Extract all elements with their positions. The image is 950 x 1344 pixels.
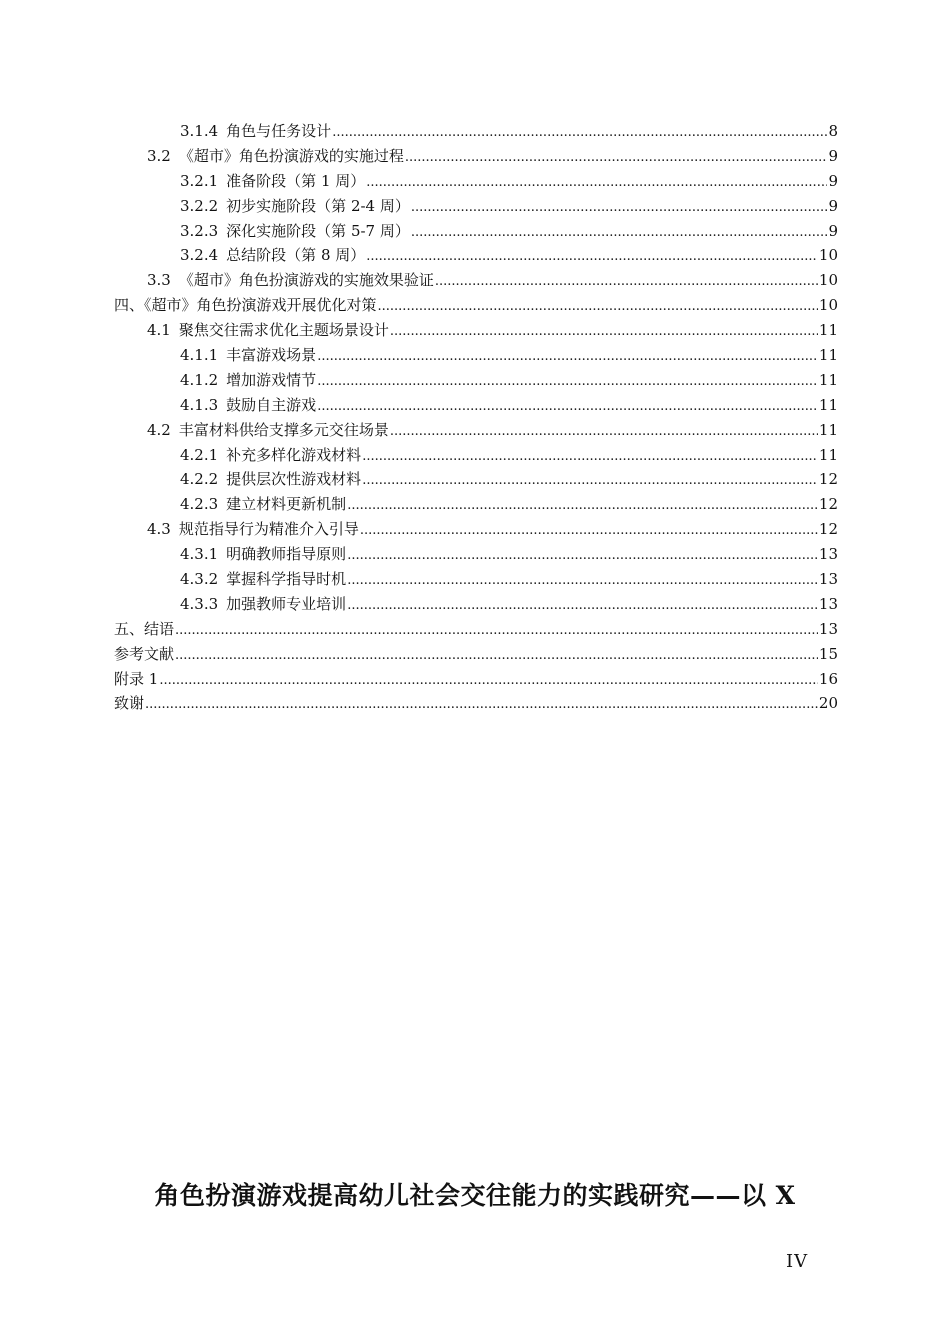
- toc-entry-title: 丰富材料供给支撑多元交往场景: [178, 420, 389, 439]
- toc-entry-page: 11: [818, 395, 838, 414]
- toc-dot-leader: [366, 169, 827, 196]
- toc-entry-page: 11: [818, 370, 838, 389]
- toc-entry[interactable]: [114, 318, 838, 343]
- toc-entry[interactable]: [114, 542, 838, 567]
- toc-entry-number: 3.2.3: [180, 221, 219, 240]
- toc-entry[interactable]: [114, 642, 838, 667]
- toc-entry[interactable]: [114, 194, 838, 219]
- toc-dot-leader: [366, 243, 818, 270]
- toc-dot-leader: [360, 517, 818, 544]
- toc-entry[interactable]: [114, 268, 838, 293]
- toc-entry-number: 4.3.2: [180, 570, 219, 589]
- toc-entry-title: 准备阶段（第 1 周）: [226, 171, 366, 190]
- toc-entry-number: 4.1.2: [180, 370, 219, 389]
- toc-entry-title: 《超市》角色扮演游戏的实施效果验证: [178, 271, 434, 290]
- toc-entry-page: 13: [818, 619, 838, 638]
- running-title: 角色扮演游戏提高幼儿社会交往能力的实践研究——以 X: [154, 1181, 796, 1210]
- toc-dot-leader: [159, 667, 818, 694]
- toc-entry-title: 规范指导行为精准介入引导: [178, 520, 359, 539]
- toc-entry-number: 4.2.1: [180, 445, 219, 464]
- toc-entry[interactable]: [114, 144, 838, 169]
- toc-entry[interactable]: [114, 592, 838, 617]
- toc-dot-leader: [317, 343, 818, 370]
- toc-entry-number: 3.2.1: [180, 171, 219, 190]
- toc-entry-number: 3.2.2: [180, 196, 219, 215]
- toc-entry-title: 参考文献: [114, 644, 175, 663]
- toc-dot-leader: [347, 592, 818, 619]
- toc-entry[interactable]: [114, 492, 838, 517]
- toc-entry-page: 12: [818, 495, 838, 514]
- toc-entry-title: 提供层次性游戏材料: [226, 470, 362, 489]
- toc-entry-number: 4.2: [147, 420, 171, 439]
- toc-entry-page: 11: [818, 321, 838, 340]
- toc-entry-title: 增加游戏情节: [226, 370, 317, 389]
- toc-entry[interactable]: [114, 467, 838, 492]
- toc-dot-leader: [145, 691, 818, 718]
- toc-entry-page: 13: [818, 594, 838, 613]
- toc-entry[interactable]: [114, 293, 838, 318]
- toc-entry[interactable]: [114, 393, 838, 418]
- toc-dot-leader: [317, 393, 818, 420]
- toc-entry-title: 深化实施阶段（第 5-7 周）: [226, 221, 410, 240]
- toc-entry-number: 3.3: [147, 271, 171, 290]
- toc-dot-leader: [347, 567, 818, 594]
- page-number: IV: [786, 1251, 809, 1272]
- toc-entry-page: 20: [818, 694, 838, 713]
- toc-entry-page: 9: [828, 146, 838, 165]
- toc-entry-page: 8: [828, 122, 838, 140]
- toc-entry-page: 10: [818, 296, 838, 315]
- toc-dot-leader: [362, 443, 818, 470]
- toc-entry-title: 丰富游戏场景: [226, 346, 317, 365]
- toc-dot-leader: [390, 418, 818, 445]
- toc-dot-leader: [405, 144, 828, 171]
- toc-entry-number: 4.2.3: [180, 495, 219, 514]
- toc-entry-page: 12: [818, 520, 838, 539]
- toc-entry[interactable]: [114, 343, 838, 368]
- toc-entry[interactable]: [114, 443, 838, 468]
- toc-dot-leader: [378, 293, 818, 320]
- toc-dot-leader: [332, 119, 827, 146]
- toc-entry-title: 加强教师专业培训: [226, 594, 347, 613]
- toc-entry-title: 建立材料更新机制: [226, 495, 347, 514]
- toc-entry-page: 10: [818, 246, 838, 265]
- toc-entry-page: 13: [818, 545, 838, 564]
- toc-entry-title: 初步实施阶段（第 2-4 周）: [226, 196, 410, 215]
- toc-entry-number: 3.1.4: [180, 122, 219, 140]
- toc-entry-number: 4.3.1: [180, 545, 219, 564]
- toc-entry-page: 11: [818, 420, 838, 439]
- toc-entry-title: 掌握科学指导时机: [226, 570, 347, 589]
- toc-entry-page: 11: [818, 445, 838, 464]
- toc-entry-number: 4.1: [147, 321, 171, 340]
- toc-entry-title: 鼓励自主游戏: [226, 395, 317, 414]
- toc-entry-title: 明确教师指导原则: [226, 545, 347, 564]
- toc-entry-page: 11: [818, 346, 838, 365]
- toc-entry-page: 9: [828, 196, 838, 215]
- toc-dot-leader: [347, 492, 818, 519]
- toc-dot-leader: [347, 542, 818, 569]
- toc-entry-number: 4.2.2: [180, 470, 219, 489]
- toc-entry-title: 《超市》角色扮演游戏的实施过程: [178, 146, 404, 165]
- toc-entry-number: 3.2: [147, 146, 171, 165]
- toc-entry-title: 附录 1: [114, 669, 159, 688]
- toc-dot-leader: [411, 219, 828, 246]
- toc-entry-page: 13: [818, 570, 838, 589]
- toc-entry-number: 4.3.3: [180, 594, 219, 613]
- toc-entry-title: 聚焦交往需求优化主题场景设计: [178, 321, 389, 340]
- toc-entry[interactable]: [114, 243, 838, 268]
- toc-entry[interactable]: [114, 219, 838, 244]
- toc-entry[interactable]: [114, 567, 838, 592]
- toc-dot-leader: [317, 368, 818, 395]
- toc-entry-page: 16: [818, 669, 838, 688]
- toc-dot-leader: [435, 268, 818, 295]
- toc-dot-leader: [390, 318, 818, 345]
- toc-entry[interactable]: [114, 691, 838, 716]
- toc-entry[interactable]: [114, 169, 838, 194]
- table-of-contents: [114, 119, 838, 716]
- toc-entry-page: 9: [828, 171, 838, 190]
- toc-entry[interactable]: [114, 418, 838, 443]
- toc-dot-leader: [362, 467, 818, 494]
- toc-entry[interactable]: [114, 368, 838, 393]
- toc-entry-title: 角色与任务设计: [226, 122, 332, 140]
- toc-entry-number: 4.3: [147, 520, 171, 539]
- toc-entry[interactable]: [114, 119, 838, 144]
- toc-entry-page: 10: [818, 271, 838, 290]
- toc-entry[interactable]: [114, 517, 838, 542]
- toc-entry-title: 五、结语: [114, 619, 175, 638]
- toc-entry-title: 四、《超市》角色扮演游戏开展优化对策: [114, 296, 377, 315]
- toc-dot-leader: [411, 194, 828, 221]
- toc-entry-title: 总结阶段（第 8 周）: [226, 246, 366, 265]
- toc-entry-title: 补充多样化游戏材料: [226, 445, 362, 464]
- toc-entry-page: 12: [818, 470, 838, 489]
- toc-entry[interactable]: [114, 667, 838, 692]
- toc-entry[interactable]: [114, 617, 838, 642]
- toc-dot-leader: [175, 617, 818, 644]
- toc-entry-number: 3.2.4: [180, 246, 219, 265]
- toc-entry-number: 4.1.1: [180, 346, 219, 365]
- toc-dot-leader: [175, 642, 818, 669]
- toc-entry-number: 4.1.3: [180, 395, 219, 414]
- toc-entry-page: 15: [818, 644, 838, 663]
- toc-entry-title: 致谢: [114, 694, 145, 713]
- toc-entry-page: 9: [828, 221, 838, 240]
